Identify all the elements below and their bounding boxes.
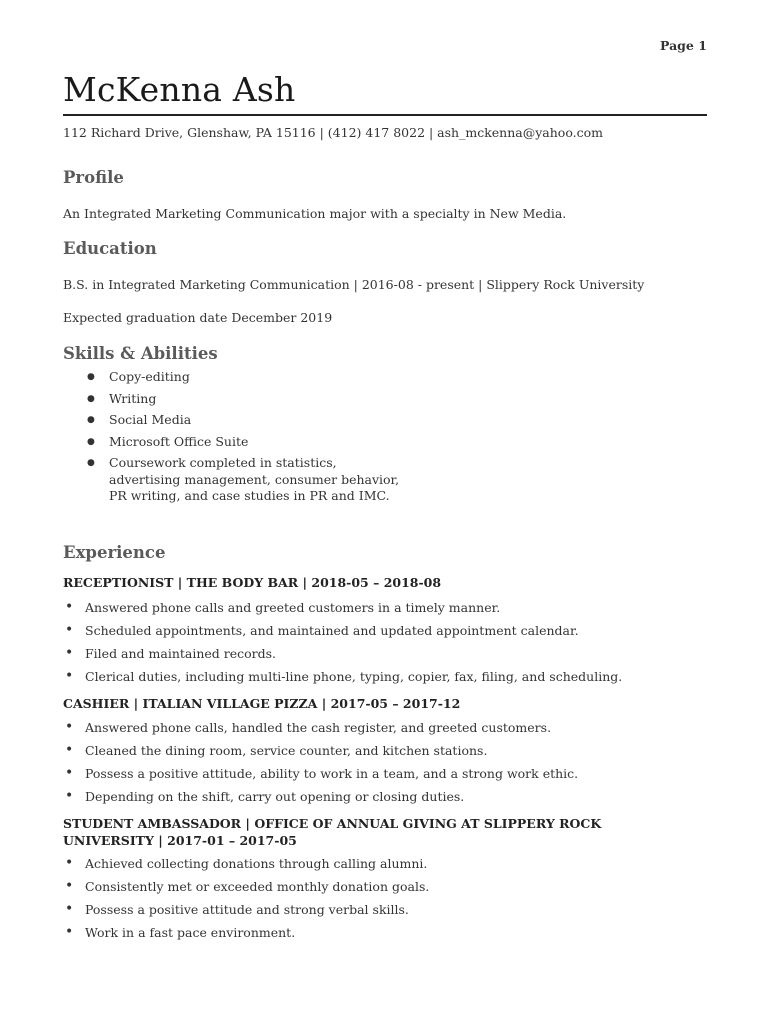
skill-item: ● Copy-editing [109, 369, 409, 386]
header-divider [63, 114, 707, 116]
job-bullet: • Answered phone calls and greeted customers in a timely manner. [85, 600, 705, 623]
contact-info: 112 Richard Drive, Glenshaw, PA 15116 | (412) 417 8022 | ash_mckenna@yahoo.com [63, 125, 603, 140]
skill-item: ● Writing [109, 391, 409, 408]
job-bullet: • Cleaned the dining room, service counter, and kitchen stations. [85, 743, 705, 766]
job-title: CASHIER | ITALIAN VILLAGE PIZZA | 2017-05 – 2017-12 [63, 696, 461, 711]
job-bullet: • Depending on the shift, carry out opening or closing duties. [85, 789, 705, 812]
skills-heading: Skills & Abilities [63, 344, 218, 363]
profile-heading: Profile [63, 168, 124, 187]
job-bullet: • Possess a positive attitude, ability to work in a team, and a strong work ethic. [85, 766, 705, 789]
skills-list [63, 369, 409, 510]
job-bullet: • Clerical duties, including multi-line phone, typing, copier, fax, filing, and scheduling. [85, 669, 705, 692]
skill-item: ● Coursework completed in statistics, advertising management, consumer behavior, PR writing, and case studies in PR and IMC. [109, 455, 409, 505]
job-bullet: • Work in a fast pace environment. [85, 925, 705, 948]
education-degree: B.S. in Integrated Marketing Communication | 2016-08 - present | Slippery Rock University [63, 277, 645, 292]
job-bullets [63, 600, 705, 692]
job-title: RECEPTIONIST | THE BODY BAR | 2018-05 – 2018-08 [63, 575, 442, 590]
skill-item: ● Social Media [109, 412, 409, 429]
education-heading: Education [63, 239, 157, 258]
job-bullet: • Scheduled appointments, and maintained and updated appointment calendar. [85, 623, 705, 646]
job-bullet: • Consistently met or exceeded monthly donation goals. [85, 879, 705, 902]
job-bullet: • Possess a positive attitude and strong verbal skills. [85, 902, 705, 925]
job-title: STUDENT AMBASSADOR | OFFICE OF ANNUAL GIVING AT SLIPPERY ROCK UNIVERSITY | 2017-01 – 2017-05 [63, 816, 602, 848]
experience-heading: Experience [63, 543, 166, 562]
job-bullets [63, 720, 705, 812]
profile-text: An Integrated Marketing Communication major with a specialty in New Media. [63, 206, 567, 221]
candidate-name: McKenna Ash [63, 70, 296, 109]
job-bullet: • Achieved collecting donations through calling alumni. [85, 856, 705, 879]
job-bullets [63, 856, 705, 948]
skill-item: ● Microsoft Office Suite [109, 434, 409, 451]
education-graduation: Expected graduation date December 2019 [63, 310, 333, 325]
job-bullet: • Answered phone calls, handled the cash register, and greeted customers. [85, 720, 705, 743]
page-number: Page 1 [660, 38, 707, 53]
job-bullet: • Filed and maintained records. [85, 646, 705, 669]
